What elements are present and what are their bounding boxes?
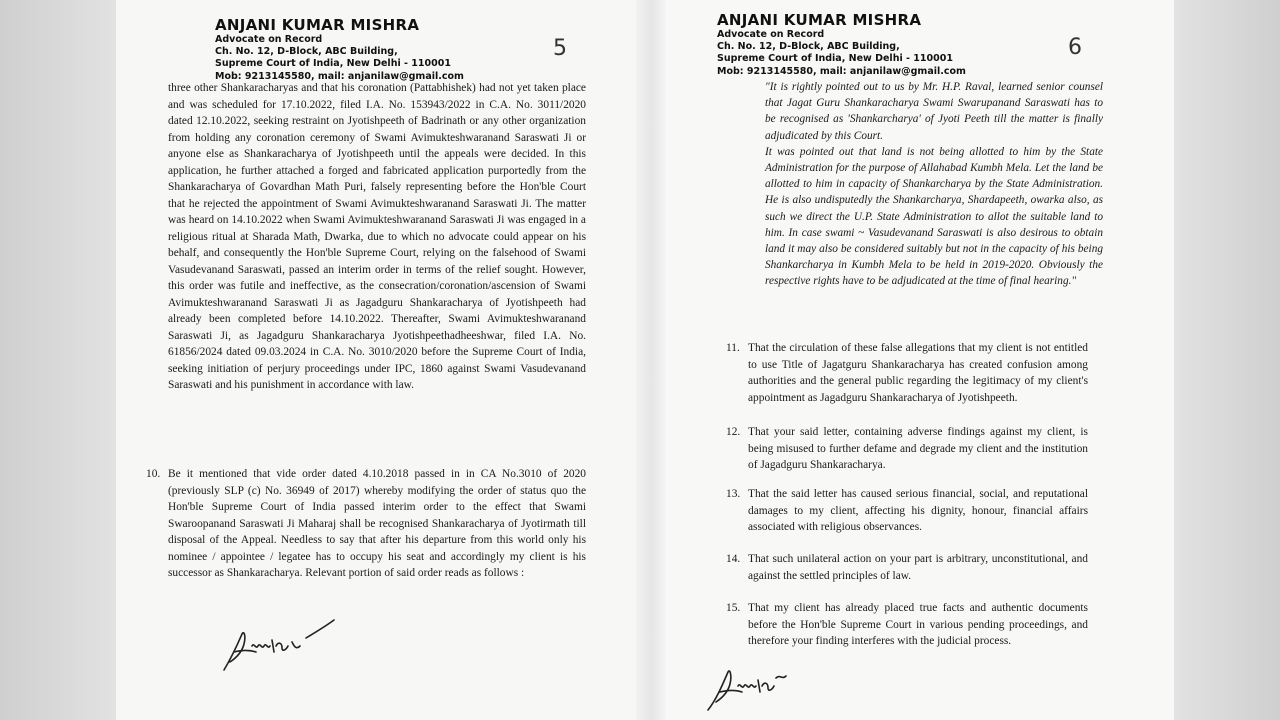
paragraph-text: Be it mentioned that vide order dated 4.10.2018 passed in in CA No.3010 of 2020 (previously SLP (c) No. 36949 of 2017) whereby modifying the order of status quo the Hon'ble Supreme Court of India passed interim order to the effect that Swami Swaroopanand Saraswati Ji Maharaj shall be recognised Shankaracharya of Jyotirmath till disposal of the Appeal. Needless to say that after his departure from this world only his nominee / appointee / legatee has to occupy his seat and accordingly my client is his successor as Shankaracharya. Relevant portion of said order reads as follows : [168,468,586,579]
signature-scribble [216,612,346,676]
address-line-1: Ch. No. 12, D-Block, ABC Building, [717,41,900,53]
advocate-designation: Advocate on Record [215,34,323,45]
paragraph-15 [726,600,1088,650]
quoted-order [765,79,1103,290]
handwritten-page-number: 6 [1068,35,1082,60]
contact-line: Mob: 9213145580, mail: anjanilaw@gmail.com [717,65,966,77]
paragraph-number: 14. [726,553,741,565]
background-left [0,0,116,720]
advocate-designation: Advocate on Record [717,29,825,40]
quote-paragraph-1: "It is rightly pointed out to us by Mr. H.P. Raval, learned senior counsel that Jagat Guru Shankaracharya Swami Swarupanand Saraswati has to be recognised as 'Shankarcharya' of Jyoti Peeth till the matter is finally adjudicated by this Court. [765,81,1103,142]
paragraph-12 [726,424,1088,474]
contact-line: Mob: 9213145580, mail: anjanilaw@gmail.com [215,70,464,82]
signature [704,654,824,720]
continuation-paragraph [168,80,586,394]
paragraph-text: That the said letter has caused serious financial, social, and reputational damages to my client, affecting his dignity, honour, financial affairs associated with religious observances. [748,488,1088,533]
address-line-2: Supreme Court of India, New Delhi - 110001 [215,58,451,70]
paragraph-number: 15. [726,602,741,614]
continuation-text: three other Shankaracharyas and that his coronation (Pattabhishek) had not yet taken place and was scheduled for 17.10.2022, filed I.A. No. 153943/2022 in C.A. No. 3011/2020 dated 12.10.2022, seeking restraint on Jyotishpeeth of Badrinath or any other organization from holding any coronation ceremony of Swami Avimukteshwaranand Saraswati Ji or anyone else as Shankaracharya of Jyotishpeeth until the appeals were decided. In this application, he further attached a forged and fabricated application purportedly from the Shankaracharya of Govardhan Math Puri, falsely representing before the Hon'ble Court that he rejected the appointment of Swami Avimukteshwaranand Saraswati Ji. The matter was heard on 14.10.2022 when Swami Avimukteshwaranand Saraswati Ji was engaged in a religious ritual at Sharada Math, Dwarka, due to which no advocate could appear on his behalf, and consequently the Hon'ble Supreme Court, relying on the falsehood of Swami Vasudevanand Saraswati, passed an interim order in terms of the relief sought. However, this order was futile and ineffective, as the consecration/coronation/ascension of Swami Avimukteshwaranand Saraswati Ji as Jagadguru Shankaracharya of Jyotishpeeth had already been completed before 14.10.2022. Thereafter, Swami Avimukteshwaranand Saraswati Ji, as Jagadguru Shankaracharya Jyotishpeethadheeshwar, filed I.A. No. 61856/2024 dated 09.03.2024 in C.A. No. 3010/2020 before the Supreme Court of India, seeking initiation of perjury proceedings under IPC, 1860 against Swami Vasudevanand Saraswati and his punishment in accordance with law. [168,82,586,391]
advocate-name: ANJANI KUMAR MISHRA [215,16,420,34]
address-line-2: Supreme Court of India, New Delhi - 110001 [717,53,953,65]
paragraph-10 [146,466,586,582]
paragraph-14 [726,551,1088,584]
paragraph-text: That the circulation of these false allegations that my client is not entitled to use Title of Jagatguru Shankaracharya has created confusion among authorities and the general public regarding the legitimacy of my client's appointment as Jagadguru Shankaracharya of Jyotishpeeth. [748,342,1088,404]
paragraph-11 [726,340,1088,406]
address-line-1: Ch. No. 12, D-Block, ABC Building, [215,46,398,58]
letterhead [717,11,966,78]
paragraph-text: That your said letter, containing adverse findings against my client, is being misused to further defame and degrade my client and the institution of Jagadguru Shankaracharya. [748,426,1088,471]
page-gutter [636,0,666,720]
paragraph-number: 11. [726,342,740,354]
paragraph-number: 10. [146,468,161,480]
paragraph-text: That my client has already placed true facts and authentic documents before the Hon'ble Supreme Court in various pending proceedings, and therefore your finding interferes with the judicial process. [748,602,1088,647]
signature-scribble [704,654,824,716]
signature [216,612,346,681]
background-right [1174,0,1280,720]
paragraph-number: 12. [726,426,741,438]
paragraph-13 [726,486,1088,536]
paragraph-text: That such unilateral action on your part is arbitrary, unconstitutional, and against the settled principles of law. [748,553,1088,582]
document-page-right [666,0,1174,720]
document-page-left [116,0,636,720]
paragraph-number: 13. [726,488,741,500]
advocate-name: ANJANI KUMAR MISHRA [717,11,922,29]
handwritten-page-number: 5 [553,36,567,61]
quote-paragraph-2: It was pointed out that land is not being allotted to him by the State Administration for the purpose of Allahabad Kumbh Mela. Let the land be allotted to him in capacity of Shankarcharya by the State Administration. He is also undisputedly the Shankarcharya, Shardapeeth, owarka also, as such we direct the U.P. State Administration to allot the suitable land to him. In case swami ~ Vasudevanand Saraswati is also desirous to obtain land it may also be considered suitably but not in the capacity of his being Shankarcharya in Kumbh Mela to be held in 2019-2020. Obviously the respective rights have to be adjudicated at the time of final hearing." [765,145,1103,288]
letterhead [215,16,464,83]
